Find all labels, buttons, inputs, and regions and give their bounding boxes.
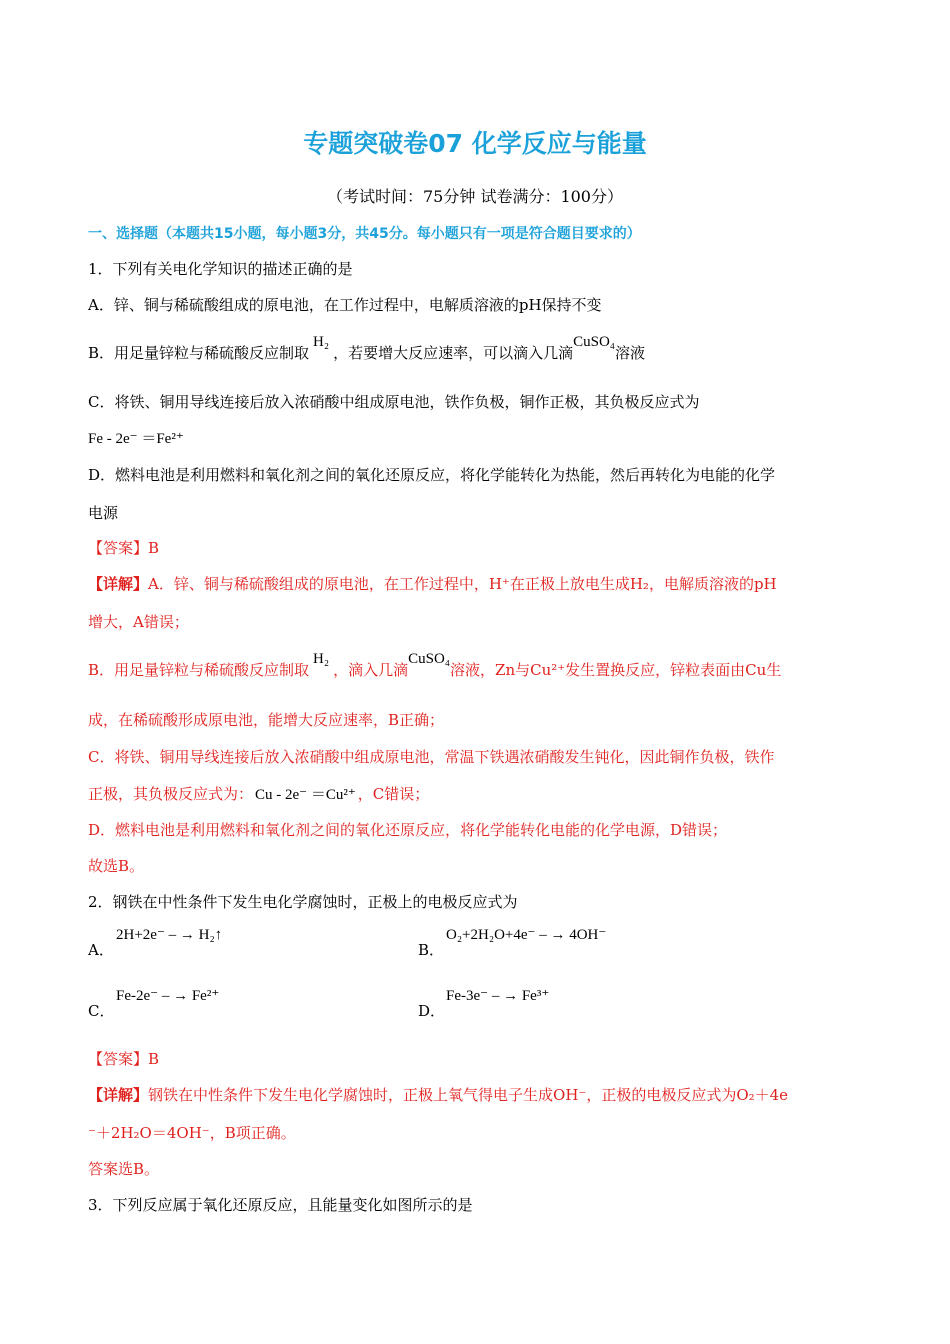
- q2-option-c-label: C．: [88, 1002, 115, 1020]
- exam-info: （考试时间：75分钟 试卷满分：100分）: [327, 187, 623, 206]
- q1-option-d-line1: D．燃料电池是利用燃料和氧化剂之间的氧化还原反应，将化学能转化为热能，然后再转化为电能的化学: [88, 466, 776, 484]
- q1-option-b-text-2: ，若要增大反应速率，可以滴入几滴: [333, 344, 574, 362]
- formula-cuso4: CuSO₄: [408, 651, 451, 667]
- q2-option-a-equation: 2H+2e⁻ – → H₂↑: [116, 927, 223, 943]
- q2-option-b-label: B．: [418, 941, 445, 959]
- q1-explanation-b-line2: 成，在稀硫酸形成原电池，能增大反应速率，B正确；: [88, 711, 445, 729]
- q1-option-c-equation: Fe - 2e⁻ ＝Fe²⁺: [88, 431, 184, 447]
- q2-option-d-label: D．: [418, 1002, 446, 1020]
- q2-option-d-equation: Fe-3e⁻ – → Fe³⁺: [446, 988, 550, 1004]
- q2-explanation-end: 答案选B。: [88, 1160, 160, 1178]
- q1-explanation-b: [88, 651, 782, 680]
- formula-h2: H₂: [313, 334, 330, 350]
- q2-option-b-equation: O₂+2H₂O+4e⁻ – → 4OH⁻: [446, 927, 607, 943]
- q2-explanation-label: 【详解】: [88, 1086, 149, 1104]
- q2-stem: 2．钢铁在中性条件下发生电化学腐蚀时，正极上的电极反应式为: [88, 893, 518, 911]
- q1-explanation-a-line2: 增大，A错误；: [88, 613, 189, 631]
- q1-explanation-b-text-3: 溶液，Zn与Cu²⁺发生置换反应，锌粒表面由Cu生: [450, 661, 782, 679]
- q1-explanation-c-text-1: 正极，其负极反应式为：: [88, 785, 254, 803]
- q2-explanation: [88, 1084, 788, 1105]
- q1-explanation-c: C．将铁、铜用导线连接后放入浓硝酸中组成原电池，常温下铁遇浓硝酸发生钝化，因此铜作负极，铁作: [88, 748, 775, 766]
- q1-explanation-d: D．燃料电池是利用燃料和氧化剂之间的氧化还原反应，将化学能转化电能的化学电源，D错误；: [88, 821, 728, 839]
- formula-h2: H₂: [313, 651, 330, 667]
- q1-explanation-c-text-2: ，C错误；: [357, 785, 430, 803]
- q1-option-c: C．将铁、铜用导线连接后放入浓硝酸中组成原电池，铁作负极，铜作正极，其负极反应式为: [88, 393, 700, 411]
- q1-option-b-text-1: B．用足量锌粒与稀硫酸反应制取: [88, 344, 310, 362]
- q1-answer: 【答案】B: [88, 539, 160, 557]
- q1-explanation-c-equation: Cu - 2e⁻ ＝Cu²⁺: [255, 787, 356, 803]
- q1-option-a: A．锌、铜与稀硫酸组成的原电池，在工作过程中，电解质溶液的pH保持不变: [88, 296, 602, 314]
- q1-explanation-a: [88, 573, 777, 594]
- page-title: 专题突破卷07 化学反应与能量: [303, 129, 647, 158]
- q2-option-c-equation: Fe-2e⁻ – → Fe²⁺: [116, 988, 220, 1004]
- section-heading: 一、选择题（本题共15小题，每小题3分，共45分。每小题只有一项是符合题目要求的）: [88, 226, 641, 242]
- q2-option-a-label: A．: [88, 941, 114, 959]
- q2-explanation-line2: ⁻＋2H₂O＝4OH⁻，B项正确。: [88, 1124, 296, 1142]
- q1-explanation-a-text: A．锌、铜与稀硫酸组成的原电池，在工作过程中，H⁺在正极上放电生成H₂，电解质溶液的pH: [148, 575, 777, 593]
- q1-option-b: [88, 334, 646, 363]
- q1-stem: 1．下列有关电化学知识的描述正确的是: [88, 260, 353, 278]
- q1-explanation-end: 故选B。: [88, 857, 145, 875]
- q1-explanation-b-text-1: B．用足量锌粒与稀硫酸反应制取: [88, 661, 310, 679]
- q1-explanation-label: 【详解】: [88, 575, 149, 593]
- q1-explanation-c-line2: [88, 783, 429, 804]
- q2-answer: 【答案】B: [88, 1050, 160, 1068]
- q1-option-d-line2: 电源: [88, 504, 119, 522]
- formula-cuso4: CuSO₄: [573, 334, 616, 350]
- q1-option-b-text-3: 溶液: [615, 344, 646, 362]
- q3-stem: 3．下列反应属于氧化还原反应，且能量变化如图所示的是: [88, 1196, 473, 1214]
- q1-explanation-b-text-2: ，滴入几滴: [333, 661, 409, 679]
- q2-explanation-text: 钢铁在中性条件下发生电化学腐蚀时，正极上氧气得电子生成OH⁻，正极的电极反应式为O₂＋4e: [148, 1086, 789, 1104]
